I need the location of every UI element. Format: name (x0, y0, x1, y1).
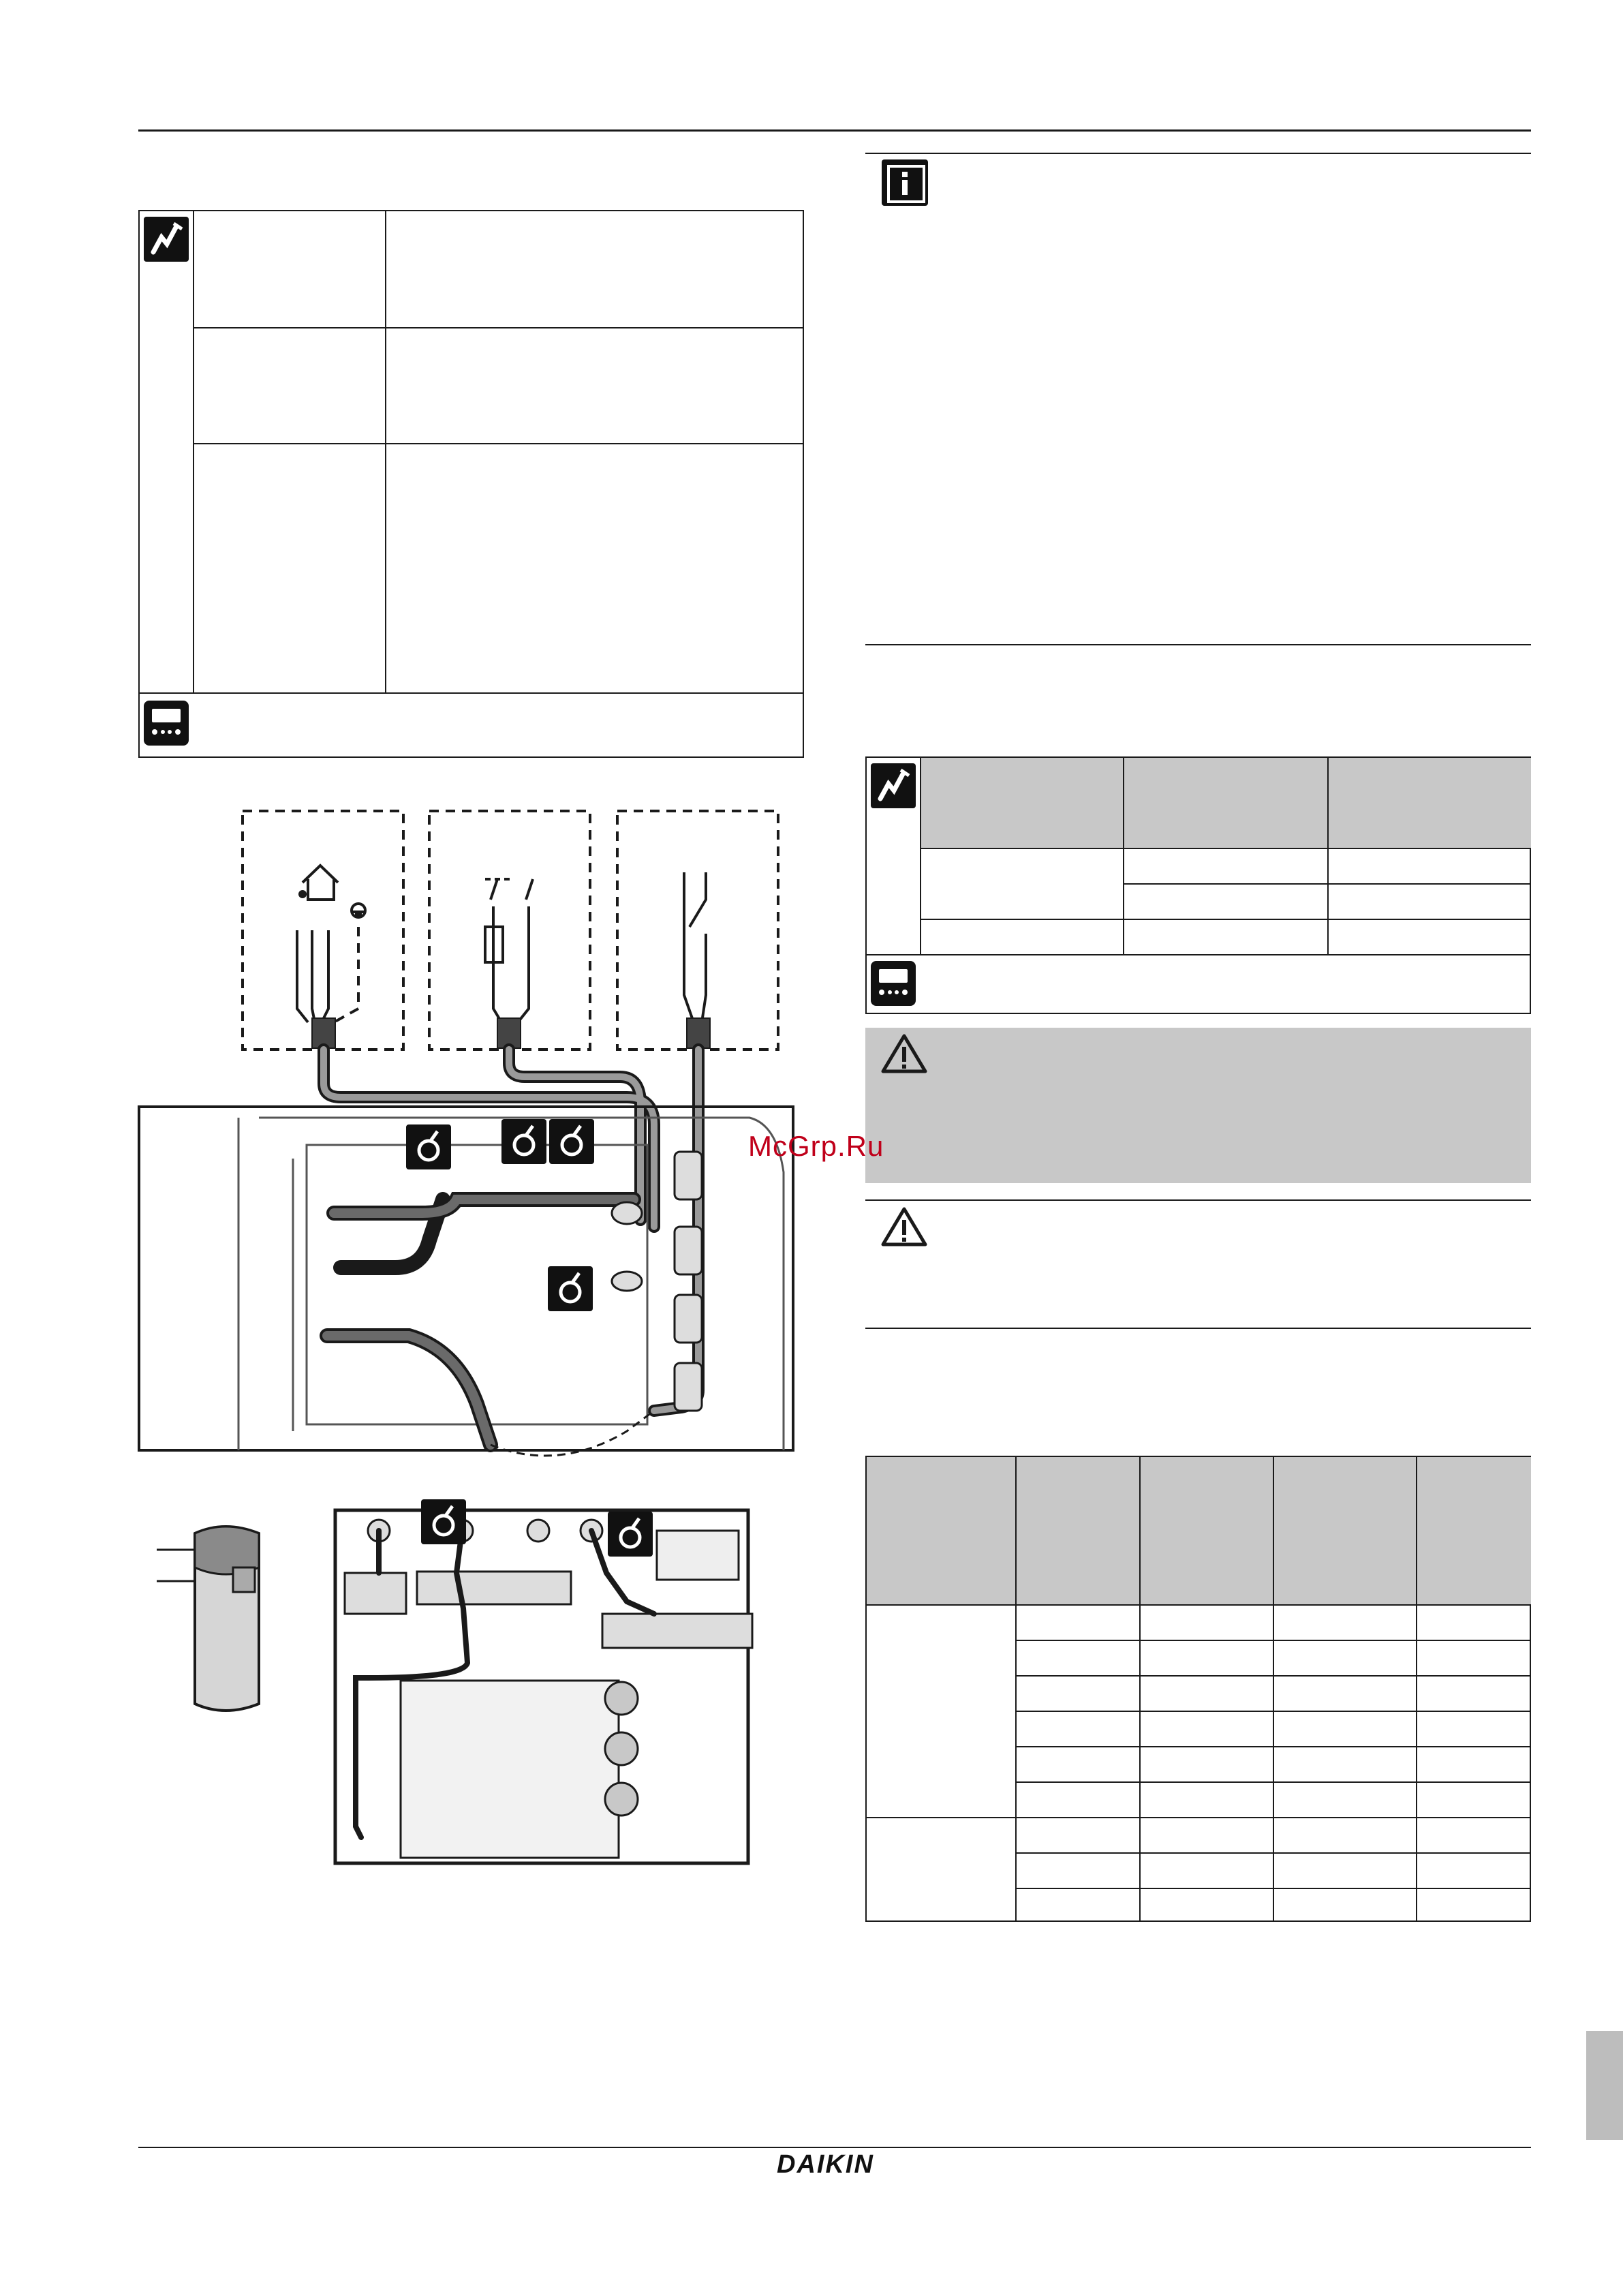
table-row-divider (920, 919, 1531, 920)
chapter-side-tab (1586, 2031, 1623, 2140)
user-interface-icon (871, 961, 916, 1006)
warning-rule-top (865, 1199, 1531, 1201)
info-rule-top (865, 153, 1531, 154)
info-rule-bottom (865, 644, 1531, 645)
table-row-divider (867, 1817, 1531, 1818)
table-row-divider (920, 848, 1531, 849)
table-col-divider (1327, 758, 1329, 954)
table-header-row (920, 758, 1531, 848)
brand-logo: DAIKIN (777, 2150, 874, 2179)
spec-table (865, 1456, 1531, 1922)
table-row-divider (867, 954, 1531, 955)
wiring-diagram (136, 791, 811, 1472)
unit-location-diagram (136, 1499, 818, 1881)
table-row-divider (1015, 1781, 1531, 1783)
header-rule (138, 129, 1531, 132)
cable-tie-icon (548, 1266, 593, 1311)
table-row-divider (140, 692, 804, 694)
table-col-divider (1123, 758, 1124, 954)
table-row-divider (1015, 1675, 1531, 1677)
table-row-divider (1015, 1852, 1531, 1854)
cable-tie-icon (549, 1119, 594, 1164)
wiring-plug-icon (144, 217, 189, 262)
wiring-info-table (138, 210, 804, 758)
warning-box (865, 1028, 1531, 1183)
info-icon (882, 159, 928, 206)
table-row-divider (1123, 883, 1531, 885)
table-col-divider (385, 211, 386, 692)
table-row-divider (193, 327, 804, 328)
table-row-divider (193, 443, 804, 444)
cable-tie-icon (406, 1124, 451, 1169)
warning-triangle-icon (880, 1033, 928, 1074)
table-row-divider (1015, 1746, 1531, 1747)
footer-rule (138, 2147, 1531, 2148)
table-row-divider (1015, 1640, 1531, 1641)
wiring-spec-table (865, 756, 1531, 1014)
warning-rule-bottom (865, 1328, 1531, 1329)
cable-tie-icon (421, 1499, 466, 1544)
table-row-divider (1015, 1711, 1531, 1712)
warning-triangle-icon (880, 1206, 928, 1247)
table-header-row (867, 1457, 1531, 1604)
wiring-icon-column-divider (193, 211, 194, 692)
watermark: McGrp.Ru (748, 1130, 884, 1162)
cable-tie-icon (501, 1119, 546, 1164)
user-interface-icon (144, 701, 189, 746)
wiring-icon-column-divider (920, 758, 921, 954)
table-row-divider (1015, 1888, 1531, 1889)
table-row-divider (867, 1604, 1531, 1606)
cable-tie-icon (608, 1512, 653, 1557)
wiring-plug-icon (871, 763, 916, 808)
